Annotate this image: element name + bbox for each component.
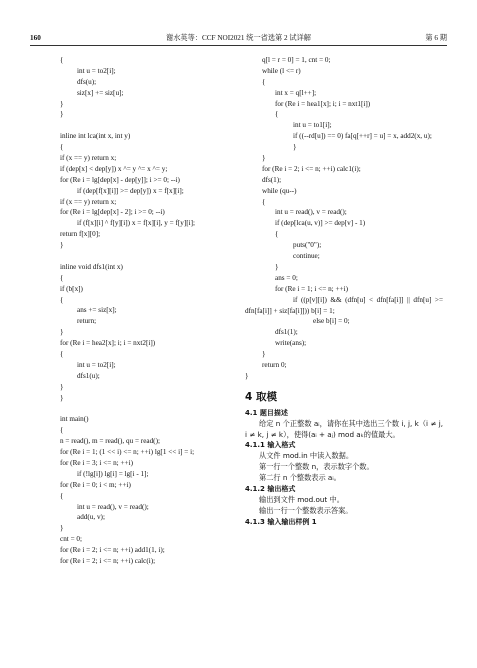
code-line: for (Re i = 1; (1 << i) <= n; ++i) lg[1 << i] = i; [60, 448, 195, 457]
code-line: if (dep[lca(u, v)] >= dep[v] - 1) [275, 219, 366, 228]
code-line: int main() [60, 415, 89, 424]
code-line: } [60, 524, 64, 533]
code-line: if ((p[v][i]) && (dfn[u] < dfn[fa[i]] || dfn[u] >= dfn[fa[i]] + siz[fa[i]])) b[i] = 1; [245, 295, 443, 315]
code-line: int u = to2[i]; [77, 360, 116, 369]
subsection-heading: 4.1.2 输出格式 [245, 485, 296, 494]
code-line: if (b[x]) [60, 284, 83, 293]
code-line: int u = read(), v = read(); [77, 502, 149, 511]
code-line: if (dep[x] < dep[y]) x ^= y ^= x ^= y; [60, 164, 168, 173]
page-header [30, 31, 447, 46]
code-line: dfs1(1); [275, 328, 298, 337]
code-line: continue; [293, 252, 320, 261]
code-line: n = read(), m = read(), qu = read(); [60, 437, 160, 446]
output-format-line: 输出到文件 mod.out 中。 [259, 494, 344, 504]
input-format-line: 第二行 n 个整数表示 aᵢ。 [259, 473, 341, 483]
problem-description: 给定 n 个正整数 aᵢ，请你在其中选出三个数 i, j, k（i ≠ j, i ≠ k, j ≠ k），使得(aᵢ + aⱼ) mod aₖ的值最大。 [245, 418, 443, 439]
code-line: dfs(u); [77, 77, 97, 86]
code-line: } [262, 350, 266, 359]
code-line: ans += siz[x]; [77, 306, 117, 315]
code-line: int u = to1[i]; [293, 121, 332, 130]
code-line: cnt = 0; [60, 535, 83, 544]
code-line: } [60, 328, 64, 337]
code-line: { [60, 273, 64, 282]
code-line: int u = read(), v = read(); [275, 208, 347, 217]
code-line: dfs(1); [262, 175, 282, 184]
output-format-line: 输出一行一个整数表示答案。 [259, 505, 353, 515]
code-line: for (Re i = lg[dep[x] - 2]; i >= 0; --i) [60, 208, 165, 217]
code-line: for (Re i = 0; i < m; ++i) [60, 480, 131, 489]
code-line: for (Re i = hea1[x]; i; i = nxt1[i]) [275, 99, 371, 108]
code-line: } [60, 393, 64, 402]
code-line: add(u, v); [77, 513, 105, 522]
code-line: { [60, 491, 64, 500]
code-line: for (Re i = hea2[x]; i; i = nxt2[i]) [60, 339, 156, 348]
code-line: } [60, 99, 64, 108]
code-line: dfs1(u); [77, 371, 100, 380]
code-line: int u = to2[i]; [77, 66, 116, 75]
code-line: for (Re i = 2; i <= n; ++i) calc(i); [60, 556, 156, 565]
subsection-heading: 4.1.3 输入输出样例 1 [245, 517, 317, 526]
code-line: inline int lca(int x, int y) [60, 132, 131, 141]
page-number: 160 [30, 34, 41, 42]
input-format-line: 第一行一个整数 n，表示数字个数。 [259, 462, 374, 472]
code-line: for (Re i = 3; i <= n; ++i) [60, 458, 133, 467]
code-line: if (!lg[i]) lg[i] = lg[i - 1]; [77, 469, 149, 478]
code-line: return 0; [262, 360, 287, 369]
code-line: siz[x] += siz[u]; [77, 88, 124, 97]
code-line: else b[i] = 0; [313, 317, 350, 326]
code-line: inline void dfs1(int x) [60, 262, 123, 271]
code-line: if (x == y) return x; [60, 154, 117, 163]
code-line: if (f[x][i] ^ f[y][i]) x = f[x][i], y = f[y][i]; [77, 219, 196, 228]
code-line: return f[x][0]; [60, 230, 101, 239]
code-line: for (Re i = 2; i <= n; ++i) add1(1, i); [60, 546, 165, 555]
code-line: { [262, 197, 266, 206]
running-title: 谢水英等：CCF NOI2021 统一省选第 2 试详解 [166, 34, 311, 42]
section-heading: 4 取模 [245, 390, 277, 403]
code-line: { [275, 230, 279, 239]
input-format-line: 从文件 mod.in 中读入数据。 [259, 451, 354, 461]
issue-number: 第 6 期 [425, 34, 447, 42]
code-line: } [275, 262, 279, 271]
code-line: if (x == y) return x; [60, 197, 117, 206]
code-line: while (qu--) [262, 186, 297, 195]
code-line: } [293, 143, 297, 152]
code-line: } [245, 371, 249, 380]
code-line: q[l = r = 0] = 1, cnt = 0; [262, 56, 331, 64]
code-line: for (Re i = 1; i <= n; ++i) [275, 284, 348, 293]
code-line: if (dep[f[x][i]] >= dep[y]) x = f[x][i]; [77, 186, 184, 195]
subsection-heading: 4.1.1 输入格式 [245, 441, 296, 450]
code-line: { [60, 350, 64, 359]
code-line: { [60, 426, 64, 435]
code-line: { [60, 295, 64, 304]
left-code-column [60, 55, 238, 567]
code-line: { [60, 143, 64, 152]
subsection-heading: 4.1 题目描述 [245, 408, 288, 417]
code-line: int x = q[l++]; [275, 88, 317, 97]
code-line: write(ans); [275, 339, 307, 348]
code-line: } [262, 154, 266, 163]
right-column [245, 55, 443, 528]
code-line: } [60, 241, 64, 250]
code-line: } [60, 110, 64, 119]
code-line: puts("0"); [293, 241, 322, 250]
code-line: { [262, 77, 266, 86]
code-line: { [275, 110, 279, 119]
code-line: if ((--rd[u]) == 0) fa[q[++r] = u] = x, add2(x, u); [293, 132, 432, 141]
code-line: while (l <= r) [262, 66, 301, 75]
code-line: return; [77, 317, 97, 326]
code-line: { [60, 56, 64, 64]
code-line: for (Re i = lg[dep[x] - dep[y]]; i >= 0; --i) [60, 175, 180, 184]
code-line: } [60, 382, 64, 391]
code-line: for (Re i = 2; i <= n; ++i) calc1(i); [262, 164, 361, 173]
code-line: ans = 0; [275, 273, 298, 282]
